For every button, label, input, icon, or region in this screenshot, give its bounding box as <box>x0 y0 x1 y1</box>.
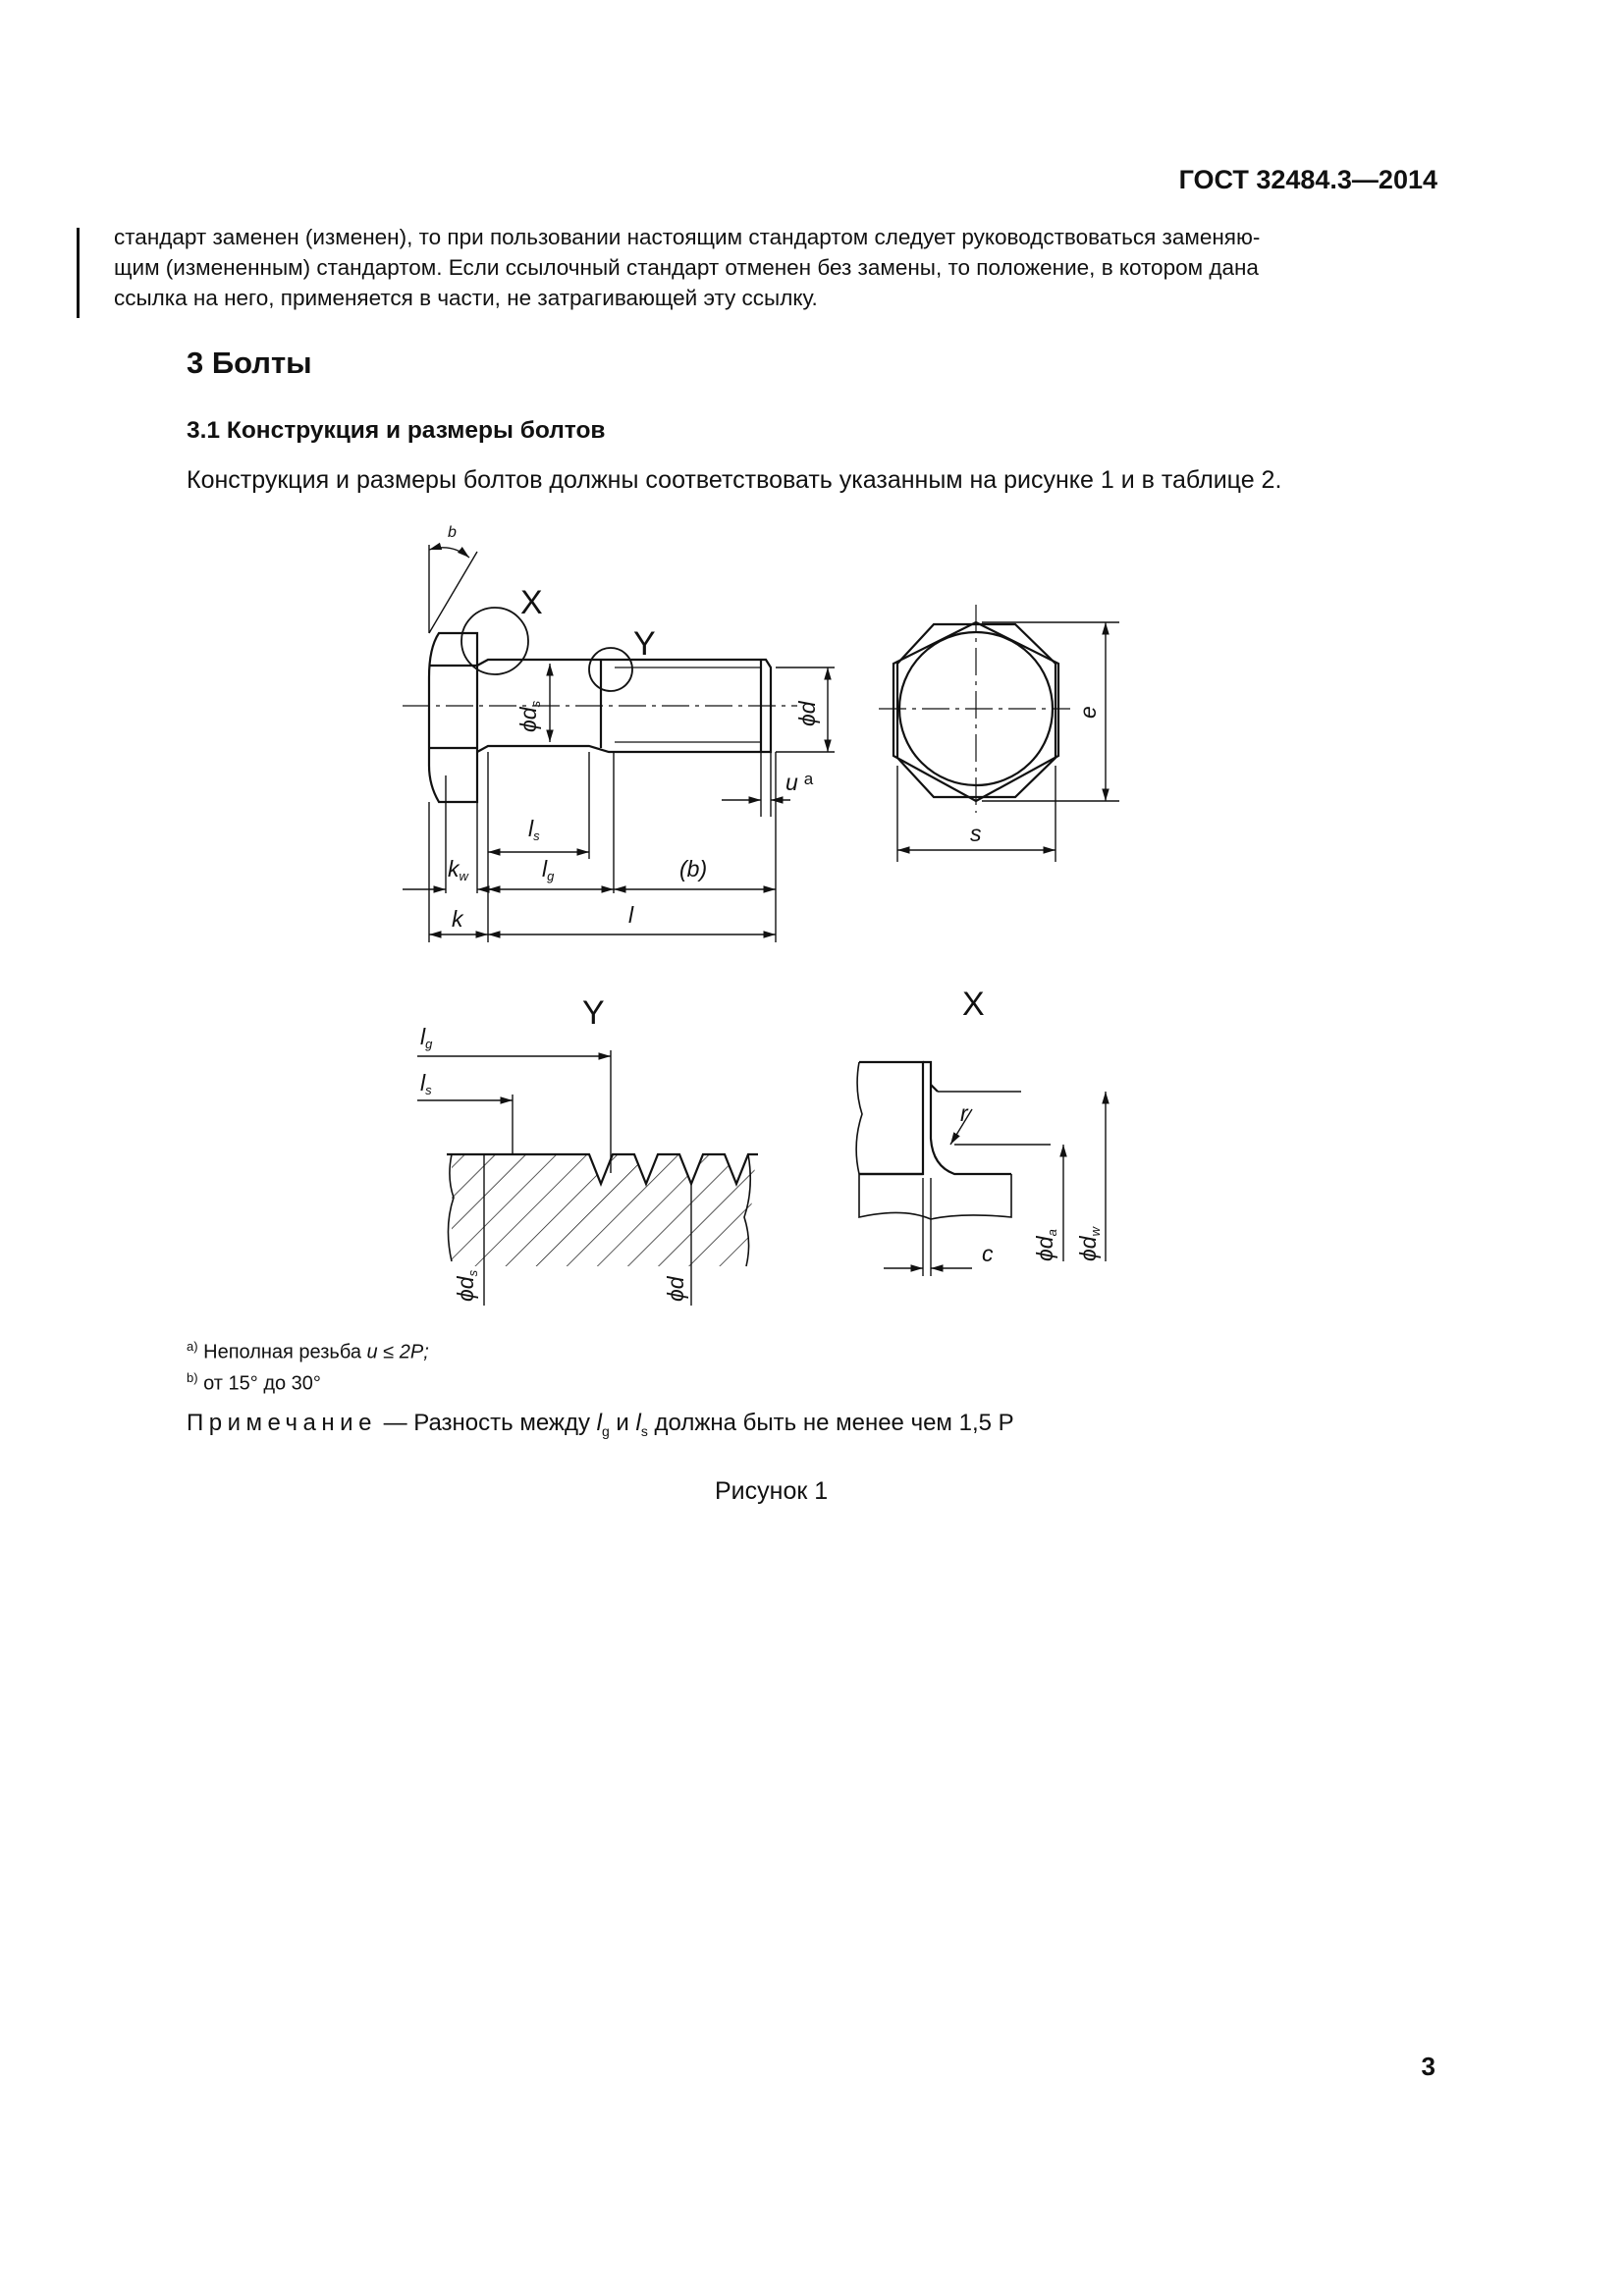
bolt-end-view <box>879 605 1070 813</box>
label-e: e <box>1075 706 1101 719</box>
footnote-b: $^{b)}$ от 15° до 30° <box>187 1370 321 1395</box>
label-d-detail: ϕd <box>663 1276 688 1302</box>
label-c: c <box>982 1241 994 1266</box>
label-s: s <box>970 821 982 846</box>
document-header: ГОСТ 32484.3—2014 <box>1178 165 1437 194</box>
label-y: Y <box>633 625 656 663</box>
intro-line: щим (измененным) стандартом. Если ссылочный стандарт отменен без замены, то положение, в котором дана <box>114 255 1259 280</box>
label-ls: ls <box>528 816 540 843</box>
label-d: ϕd <box>794 701 820 726</box>
section-title: 3 Болты <box>187 346 312 380</box>
page-number: 3 <box>1421 2052 1435 2081</box>
bolt-end-dimensions <box>897 622 1119 862</box>
label-da: ϕda <box>1032 1229 1059 1261</box>
label-lg-detail: lg <box>420 1024 433 1051</box>
label-k: k <box>452 906 463 932</box>
bolt-side-view <box>403 608 797 802</box>
label-x: X <box>520 584 543 621</box>
label-r: r <box>960 1100 968 1126</box>
label-dw: ϕdw <box>1075 1227 1103 1261</box>
subsection-title: 3.1 Конструкция и размеры болтов <box>187 417 606 444</box>
label-u: u $^a$ <box>785 770 814 795</box>
intro-line: ссылка на него, применяется в части, не затрагивающей эту ссылку. <box>114 286 818 310</box>
intro-line: стандарт заменен (изменен), то при пользовании настоящим стандартом следует руководствоваться заменяю- <box>114 225 1261 249</box>
label-detail-y: Y <box>582 994 605 1032</box>
figure-caption: Рисунок 1 <box>715 1477 829 1505</box>
label-ds-detail: ϕds <box>453 1269 480 1302</box>
label-b-length: (b) <box>679 856 708 881</box>
label-lg: lg <box>542 856 555 883</box>
body-paragraph: Конструкция и размеры болтов должны соответствовать указанным на рисунке 1 и в таблице 2. <box>187 466 1282 494</box>
detail-y <box>417 1050 758 1306</box>
footnote-a: $^{a)}$ Неполная резьба u ≤ 2P; <box>187 1339 429 1363</box>
label-kw: kw <box>448 856 468 883</box>
label-ls-detail: ls <box>420 1070 432 1097</box>
label-l: l <box>628 902 634 928</box>
label-b-angle: b <box>448 524 457 541</box>
label-detail-x: X <box>962 986 985 1023</box>
label-ds: ϕds <box>515 700 543 732</box>
figure-note: Примечание — Разность между $l_g$ и $l_s$ должна быть не менее чем 1,5 Р <box>187 1410 1014 1439</box>
